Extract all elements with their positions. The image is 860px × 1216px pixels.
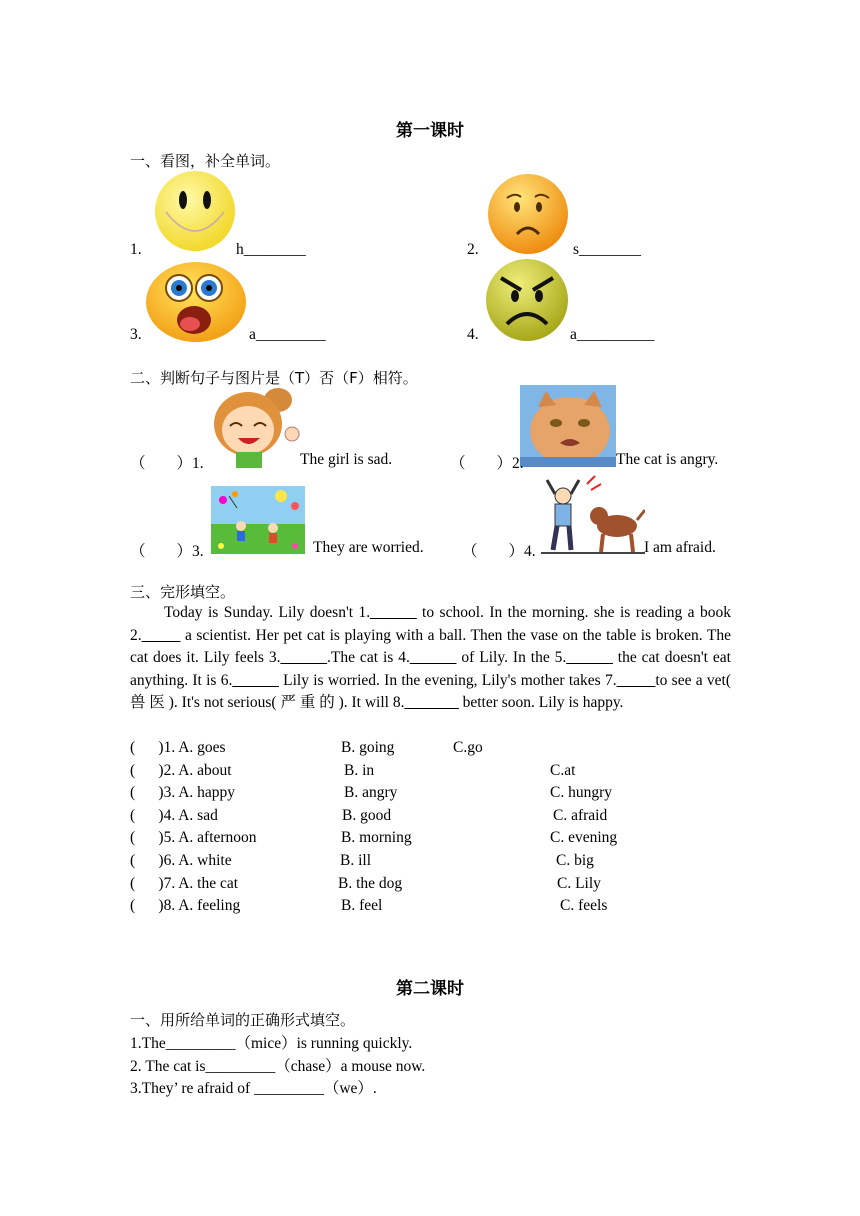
choice-b: B. in xyxy=(344,761,375,779)
choice-c: C.at xyxy=(550,761,576,779)
angry-face-icon xyxy=(483,258,571,342)
section-heading: 一、看图，补全单词。 xyxy=(130,152,281,170)
choice-c: C.go xyxy=(453,739,483,756)
passage-text: to see a vet( 兽 医 ). It's not serious( 严 重 的 ). It will 8. xyxy=(130,671,731,711)
item-number: 1. xyxy=(130,241,142,258)
choice-question[interactable]: ( )5. A. afternoon xyxy=(130,829,257,847)
fill-line[interactable]: 1.The_________（mice）is running quickly. xyxy=(130,1035,413,1052)
choice-b: B. angry xyxy=(344,784,398,802)
item-number: 2. xyxy=(467,241,479,258)
tf-sentence: The girl is sad. xyxy=(300,451,393,468)
kids-kite-scene xyxy=(211,486,305,554)
choice-question[interactable]: ( )1. A. goes xyxy=(130,739,226,756)
choice-question[interactable]: ( )4. A. sad xyxy=(130,806,218,824)
choice-b: B. good xyxy=(342,806,392,824)
choice-question[interactable]: ( )8. A. feeling xyxy=(130,897,241,915)
cloze-blank[interactable]: ______ xyxy=(232,671,279,689)
tf-sentence: The cat is angry. xyxy=(616,451,719,468)
answer-blank[interactable]: a__________ xyxy=(570,326,655,343)
passage-text: to school. In the morning. she is reading a book 2. xyxy=(130,604,731,644)
passage-text: of Lily. In the 5. xyxy=(456,649,567,666)
passage-text: .The cat is 4. xyxy=(327,649,410,666)
choice-b: B. ill xyxy=(340,852,372,869)
choice-question[interactable]: ( )2. A. about xyxy=(130,761,232,779)
tf-paren[interactable]: （ ）3. xyxy=(130,543,204,560)
choice-b: B. going xyxy=(341,739,395,756)
afraid-face-icon xyxy=(144,258,248,344)
section-heading: 一、用所给单词的正确形式填空。 xyxy=(130,1011,356,1029)
item-number: 4. xyxy=(467,326,479,343)
cloze-blank[interactable]: _____ xyxy=(616,671,656,689)
happy-face-icon xyxy=(152,170,238,252)
choice-question[interactable]: ( )3. A. happy xyxy=(130,784,236,802)
scared-man-dog-icon xyxy=(541,474,645,556)
sad-face-icon xyxy=(485,172,571,256)
angry-cat-photo xyxy=(520,385,616,467)
choice-c: C. afraid xyxy=(553,806,608,824)
tf-paren[interactable]: （ ）2. xyxy=(450,455,524,472)
passage-text: the cat doesn't eat anything. It is 6. xyxy=(130,649,731,689)
choice-c: C. big xyxy=(556,852,594,869)
passage-text: better soon. Lily is happy. xyxy=(458,694,624,711)
fill-line[interactable]: 3.They’ re afraid of _________（we）. xyxy=(130,1080,377,1097)
tf-sentence: They are worried. xyxy=(313,539,424,556)
page-title: 第二课时 xyxy=(396,979,464,999)
choice-c: C. Lily xyxy=(557,874,601,892)
choice-b: B. feel xyxy=(341,897,383,915)
choice-c: C. hungry xyxy=(550,784,612,802)
cloze-blank[interactable]: ______ xyxy=(280,649,327,666)
choice-b: B. morning xyxy=(341,829,412,847)
cloze-passage xyxy=(130,602,731,715)
section-heading: 二、判断句子与图片是（T）否（F）相符。 xyxy=(130,369,418,387)
smiling-girl-icon xyxy=(208,386,302,468)
tf-sentence: I am afraid. xyxy=(644,539,716,556)
choice-c: C. feels xyxy=(560,897,608,915)
tf-paren[interactable]: （ ）1. xyxy=(130,455,204,472)
choice-question[interactable]: ( )6. A. white xyxy=(130,852,232,869)
passage-text: Today is Sunday. Lily doesn't 1. xyxy=(164,604,371,621)
answer-blank[interactable]: a_________ xyxy=(249,326,326,343)
cloze-blank[interactable]: ______ xyxy=(370,604,417,621)
cloze-blank[interactable]: _______ xyxy=(404,694,459,711)
cloze-blank[interactable]: ______ xyxy=(566,649,613,666)
cloze-blank[interactable]: _____ xyxy=(141,626,181,644)
answer-blank[interactable]: h________ xyxy=(236,241,306,258)
item-number: 3. xyxy=(130,326,142,343)
passage-text: Lily is worried. In the evening, Lily's mother takes 7. xyxy=(278,671,617,689)
passage-text: a scientist. Her pet cat is playing with a ball. Then the vase on the table is broken. The cat does it. Lily feels 3. xyxy=(130,626,731,666)
tf-paren[interactable]: （ ）4. xyxy=(462,543,536,560)
answer-blank[interactable]: s________ xyxy=(573,241,642,258)
section-heading: 三、完形填空。 xyxy=(130,583,236,601)
page-title: 第一课时 xyxy=(396,121,464,141)
choice-c: C. evening xyxy=(550,829,618,847)
cloze-blank[interactable]: ______ xyxy=(409,649,457,666)
fill-line[interactable]: 2. The cat is_________（chase）a mouse now. xyxy=(130,1058,426,1075)
choice-question[interactable]: ( )7. A. the cat xyxy=(130,874,239,892)
choice-b: B. the dog xyxy=(338,874,403,892)
